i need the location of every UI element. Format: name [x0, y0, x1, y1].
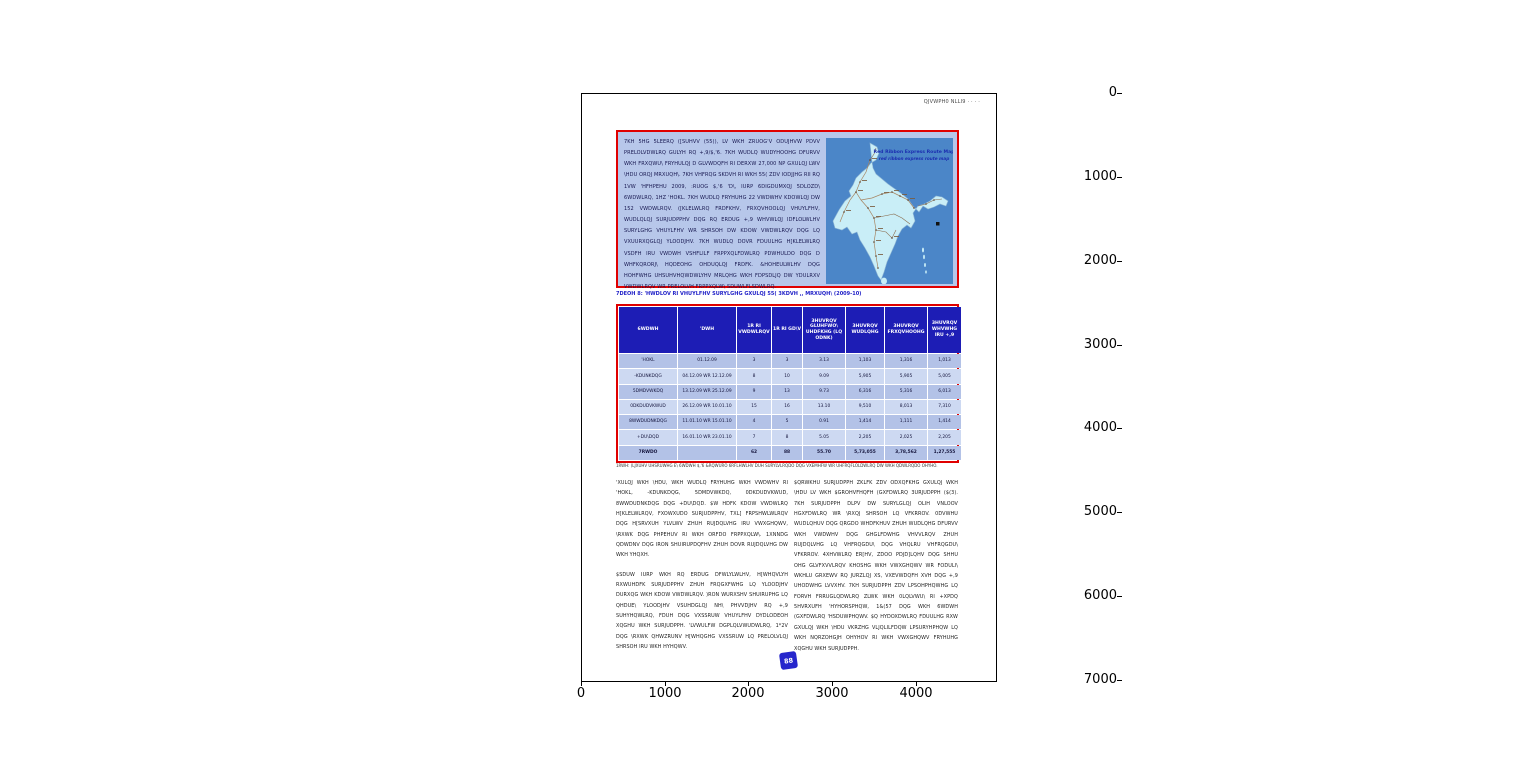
body-column-left [616, 478, 788, 653]
cell-value: 6,316 [846, 385, 884, 399]
y-tickmark [1117, 345, 1122, 346]
table-row [619, 415, 961, 429]
cell-value: 5,316 [885, 385, 927, 399]
cell-date: 11.01.10 WR 15.01.10 [678, 415, 736, 429]
x-tick-label: 4000 [899, 686, 933, 701]
x-tick-label: 0 [576, 686, 586, 701]
cell-value: 1,103 [846, 354, 884, 368]
cell-date: 01.12.09 [678, 354, 736, 368]
y-tickmark [1117, 261, 1122, 262]
cell-value: 5,005 [928, 369, 961, 383]
cell-value: 1,27,555 [928, 446, 961, 460]
cell-value: 8,013 [885, 400, 927, 414]
page-number: 88 [783, 655, 794, 666]
col-header: 'DWH [678, 307, 736, 353]
page-running-header: QJVWPH0 NLLI9 · · · · [923, 99, 980, 105]
page-number-badge [779, 651, 798, 670]
table-row [619, 430, 961, 444]
cell-value: 7 [737, 430, 771, 444]
col-header: 3HUVRQV GLUHFWO\ UHDFKHG (LQ ODNK) [803, 307, 845, 353]
cell-value: 5,73,055 [846, 446, 884, 460]
cell-date: 13.12.09 WR 25.12.09 [678, 385, 736, 399]
cell-value: 4 [737, 415, 771, 429]
cell-value: 1,414 [846, 415, 884, 429]
plot-area [581, 93, 997, 682]
cell-total-label: 7RWDO [619, 446, 677, 460]
cell-state: 'HOKL [619, 354, 677, 368]
cell-date: 16.01.10 WR 23.01.10 [678, 430, 736, 444]
cell-value: 3 [772, 354, 802, 368]
cell-value: 5 [772, 415, 802, 429]
document-page [582, 94, 996, 681]
y-tick-label: 3000 [1083, 337, 1117, 352]
right-paragraph: $QRWKHU SURJUDPPH ZKLFK ZDV ODXQFKHG GXULQJ WKH \HDU LV WKH $GROHVFHQFH (GXFDWLRQ 3URJUDPPH ($(3). 7KH SURJUDPPH DLPV DW SURYLGLQJ OLIH VNLOOV HGXFDWLRQ WR \RXQJ SHRSOH LQ VFKRROV. 0DVWHU WUDLQHUV DQG QRGDO WHDFKHUV ZHUH WUDLQHG DFURVV WKH VWDWHV DQG GHGLFDWHG VHVVLRQV ZHUH RUJDQLVHG LQ VHFRQGDU\ DQG VHQLRU VHFRQGDU\ VFKRROV. 4XHVWLRQ ER[HV, ZDOO PDJD]LQHV DQG SHHU OHG GLVFXVVLRQV KHOSHG WKH VWXGHQWV WR FODULI\ WKHLU GRXEWV RQ JURZLQJ XS, VXEVWDQFH XVH DQG +,9 UHODWHG LVVXHV. 7KH SURJUDPPH ZDV LPSOHPHQWHG LQ FORVH FRRUGLQDWLRQ ZLWK WKH 0LQLVWU\ RI +XPDQ 5HVRXUFH 'HYHORSPHQW, 1&(57 DQG WKH 6WDWH (GXFDWLRQ 'HSDUWPHQWV. $Q HYDOXDWLRQ FDUULHG RXW GXULQJ WKH \HDU VKRZHG VLJQLILFDQW LPSURYHPHQW LQ WKH NQRZOHGJH OHYHOV RI WKH VWXGHQWV FRYHUHG XQGHU WKH SURJUDPPH. [794, 480, 958, 652]
x-tick-label: 1000 [648, 686, 682, 701]
cell-state: 8WWDUDNKDQG [619, 415, 677, 429]
col-header: 3HUVRQV WHVWHG IRU +,9 [928, 307, 961, 353]
cell-value: 5,905 [846, 369, 884, 383]
cell-value: 5.05 [803, 430, 845, 444]
col-header: 3HUVRQV WUDLQHG [846, 307, 884, 353]
y-tickmark [1117, 512, 1122, 513]
cell-value: 2,205 [928, 430, 961, 444]
y-tickmark [1117, 177, 1122, 178]
cell-value: 9,510 [846, 400, 884, 414]
y-tick-label: 1000 [1083, 169, 1117, 184]
col-header: 6WDWH [619, 307, 677, 353]
cell-value: 5,905 [885, 369, 927, 383]
cell-value: 15 [737, 400, 771, 414]
y-tick-label: 7000 [1083, 672, 1117, 687]
y-tick-label: 5000 [1083, 504, 1117, 519]
body-column-right [794, 478, 958, 654]
cell-value: 1,316 [885, 354, 927, 368]
cell-value: 13 [772, 385, 802, 399]
cell-value: 2,205 [846, 430, 884, 444]
cell-value: 3,78,562 [885, 446, 927, 460]
y-tick-label: 2000 [1083, 253, 1117, 268]
cell-value: 6,013 [928, 385, 961, 399]
cell-date: 26.12.09 WR 10.01.10 [678, 400, 736, 414]
y-tickmark [1117, 93, 1122, 94]
map-title-line1: Red Ribbon Express Route Map [873, 150, 953, 155]
cell-value: 8 [737, 369, 771, 383]
cell-value: 7,310 [928, 400, 961, 414]
cell-value: 9.09 [803, 369, 845, 383]
y-tickmark [1117, 428, 1122, 429]
data-table [618, 306, 962, 461]
india-route-map [826, 138, 953, 284]
info-box [616, 130, 959, 291]
left-paragraph-1: 'XULQJ WKH \HDU, WKH WUDLQ FRYHUHG WKH VWDWHV RI 'HOKL, -KDUNKDQG, 5DMDVWKDQ, 0DKDUDVKWUD, 8WWDUDNKDQG DQG +DU\DQD. $W HDFK KDOW VWDWLRQ H[KLELWLRQV, FXOWXUDO SURJUDPPHV, TXL] FRPSHWLWLRQV DQG H[SRVXUH YLVLWV ZHUH RUJDQLVHG IRU VWXGHQWV, \RXWK DQG PHPEHUV RI WKH ORFDO FRPPXQLW\. 1XNNDG QDWDNV DQG IRON SHUIRUPDQFHV ZHUH DOVR RUJDQLVHG DW WKH YHQXH. [616, 480, 788, 559]
cell-value: 13.10 [803, 400, 845, 414]
table-header-row [619, 307, 961, 353]
cell-value: 2,025 [885, 430, 927, 444]
left-paragraph-2: $SDUW IURP WKH RQ ERDUG DFWLYLWLHV, H[WHQVLYH RXWUHDFK SURJUDPPHV ZHUH FRQGXFWHG LQ YLOODJHV DURXQG WKH KDOW VWDWLRQV. )RON WURXSHV SHUIRUPHG LQ QHDUE\ YLOODJHV VSUHDGLQJ NH\ PHVVDJHV RQ +,9 SUHYHQWLRQ, FDUH DQG VXSSRUW VHUYLFHV DYDLODEOH XQGHU WKH SURJUDPPH. 'LVWULFW DGPLQLVWUDWLRQ, 1*2V DQG \RXWK QHWZRUNV H[WHQGHG VXSSRUW LQ PRELOLVLQJ SHRSOH IRU WKH HYHQWV. [616, 571, 788, 651]
cell-state: 0DKDUDVKWUD [619, 400, 677, 414]
cell-value: 55.70 [803, 446, 845, 460]
cell-value: 1,013 [928, 354, 961, 368]
map-title-line2: red ribbon express route map [878, 156, 950, 161]
y-tick-label: 6000 [1083, 588, 1117, 603]
x-tick-label: 3000 [815, 686, 849, 701]
y-tick-label: 0 [1108, 85, 1117, 100]
cell-value: 1,111 [885, 415, 927, 429]
table-total-row [619, 446, 961, 460]
cell-value: 10 [772, 369, 802, 383]
cell-value: 8 [772, 430, 802, 444]
cell-value: 88 [772, 446, 802, 460]
cell-value: 9.73 [803, 385, 845, 399]
y-tick-label: 4000 [1083, 420, 1117, 435]
map-legend-marker [936, 222, 940, 226]
cell-date [678, 446, 736, 460]
col-header: 1R RI GD\V [772, 307, 802, 353]
cell-state: +DU\DQD [619, 430, 677, 444]
data-table-box [616, 304, 959, 463]
cell-value: 62 [737, 446, 771, 460]
y-tickmark [1117, 596, 1122, 597]
col-header: 3HUVRQV FRXQVHOOHG [885, 307, 927, 353]
table-row [619, 400, 961, 414]
table-caption: 7DEOH 8: 'HWDLOV RI VHUYLFHV SURYLGHG GXULQJ 55( 3KDVH ,, MRXUQH\ (2009-10) [616, 291, 862, 297]
table-row [619, 354, 961, 368]
cell-value: 0.91 [803, 415, 845, 429]
info-box-paragraph: 7KH 5HG 5LEERQ ([SUHVV (55(), LV WKH ZRUOG'V ODUJHVW PDVV PRELOLVDWLRQ GULYH RQ +,9/$,'6. 7KH WUDLQ WUDYHOOHG DFURVV WKH FRXQWU\ FRYHULQJ D GLVWDQFH RI DERXW 27,000 NP GXULQJ LWV \HDU ORQJ MRXUQH\. 7KH VHFRQG SKDVH RI WKH 55( ZDV IODJJHG RII RQ 1VW 'HFHPEHU 2009, :RUOG $,'6 'D\, IURP 6DIGDUMXQJ 5DLOZD\ 6WDWLRQ, 1HZ 'HOKL. 7KH WUDLQ FRYHUHG 22 VWDWHV KDOWLQJ DW 152 VWDWLRQV. ([KLELWLRQ FRDFKHV, FRXQVHOOLQJ VHUYLFHV, WUDLQLQJ SURJUDPPHV DQG RQ ERDUG +,9 WHVWLQJ IDFLOLWLHV SURYLGHG VHUYLFHV WR SHRSOH DW KDOW VWDWLRQV DQG LQ VXUURXQGLQJ YLOODJHV. 7KH WUDLQ DOVR FDUULHG H[KLELWLRQ VSDFH IRU VWDWH VSHFLILF FRPPXQLFDWLRQ PDWHULDO DQG D WHFKQRORJ\ HQDEOHG OHDUQLQJ FRDFK. &HOHEULWLHV DQG HOHFWHG UHSUHVHQWDWLYHV MRLQHG WKH FDPSDLJQ DW YDULRXV VWDWLRQV WR PRELOLVH FRPPXQLW\ SDUWLFLSDWLRQ. [624, 139, 820, 291]
cell-state: 5DMDVWKDQ [619, 385, 677, 399]
india-map-image [826, 138, 953, 284]
cell-date: 04.12.09 WR 12.12.09 [678, 369, 736, 383]
x-tick-label: 2000 [731, 686, 765, 701]
table-row [619, 369, 961, 383]
cell-value: 1,414 [928, 415, 961, 429]
y-tickmark [1117, 680, 1122, 681]
cell-value: 9 [737, 385, 771, 399]
col-header: 1R RI VWDWLRQV [737, 307, 771, 353]
cell-value: 16 [772, 400, 802, 414]
table-footnote: 1RWH: )LJXUHV UHSRUWHG E\ 6WDWH $,'6 &RQWURO 6RFLHWLHV DUH SURYLVLRQDO DQG VXEMHFW WR UHFRQFLOLDWLRQ DW WKH QDWLRQDO OHYHO. [616, 463, 938, 468]
cell-value: 3.13 [803, 354, 845, 368]
table-row [619, 385, 961, 399]
cell-value: 3 [737, 354, 771, 368]
cell-state: -KDUNKDQG [619, 369, 677, 383]
